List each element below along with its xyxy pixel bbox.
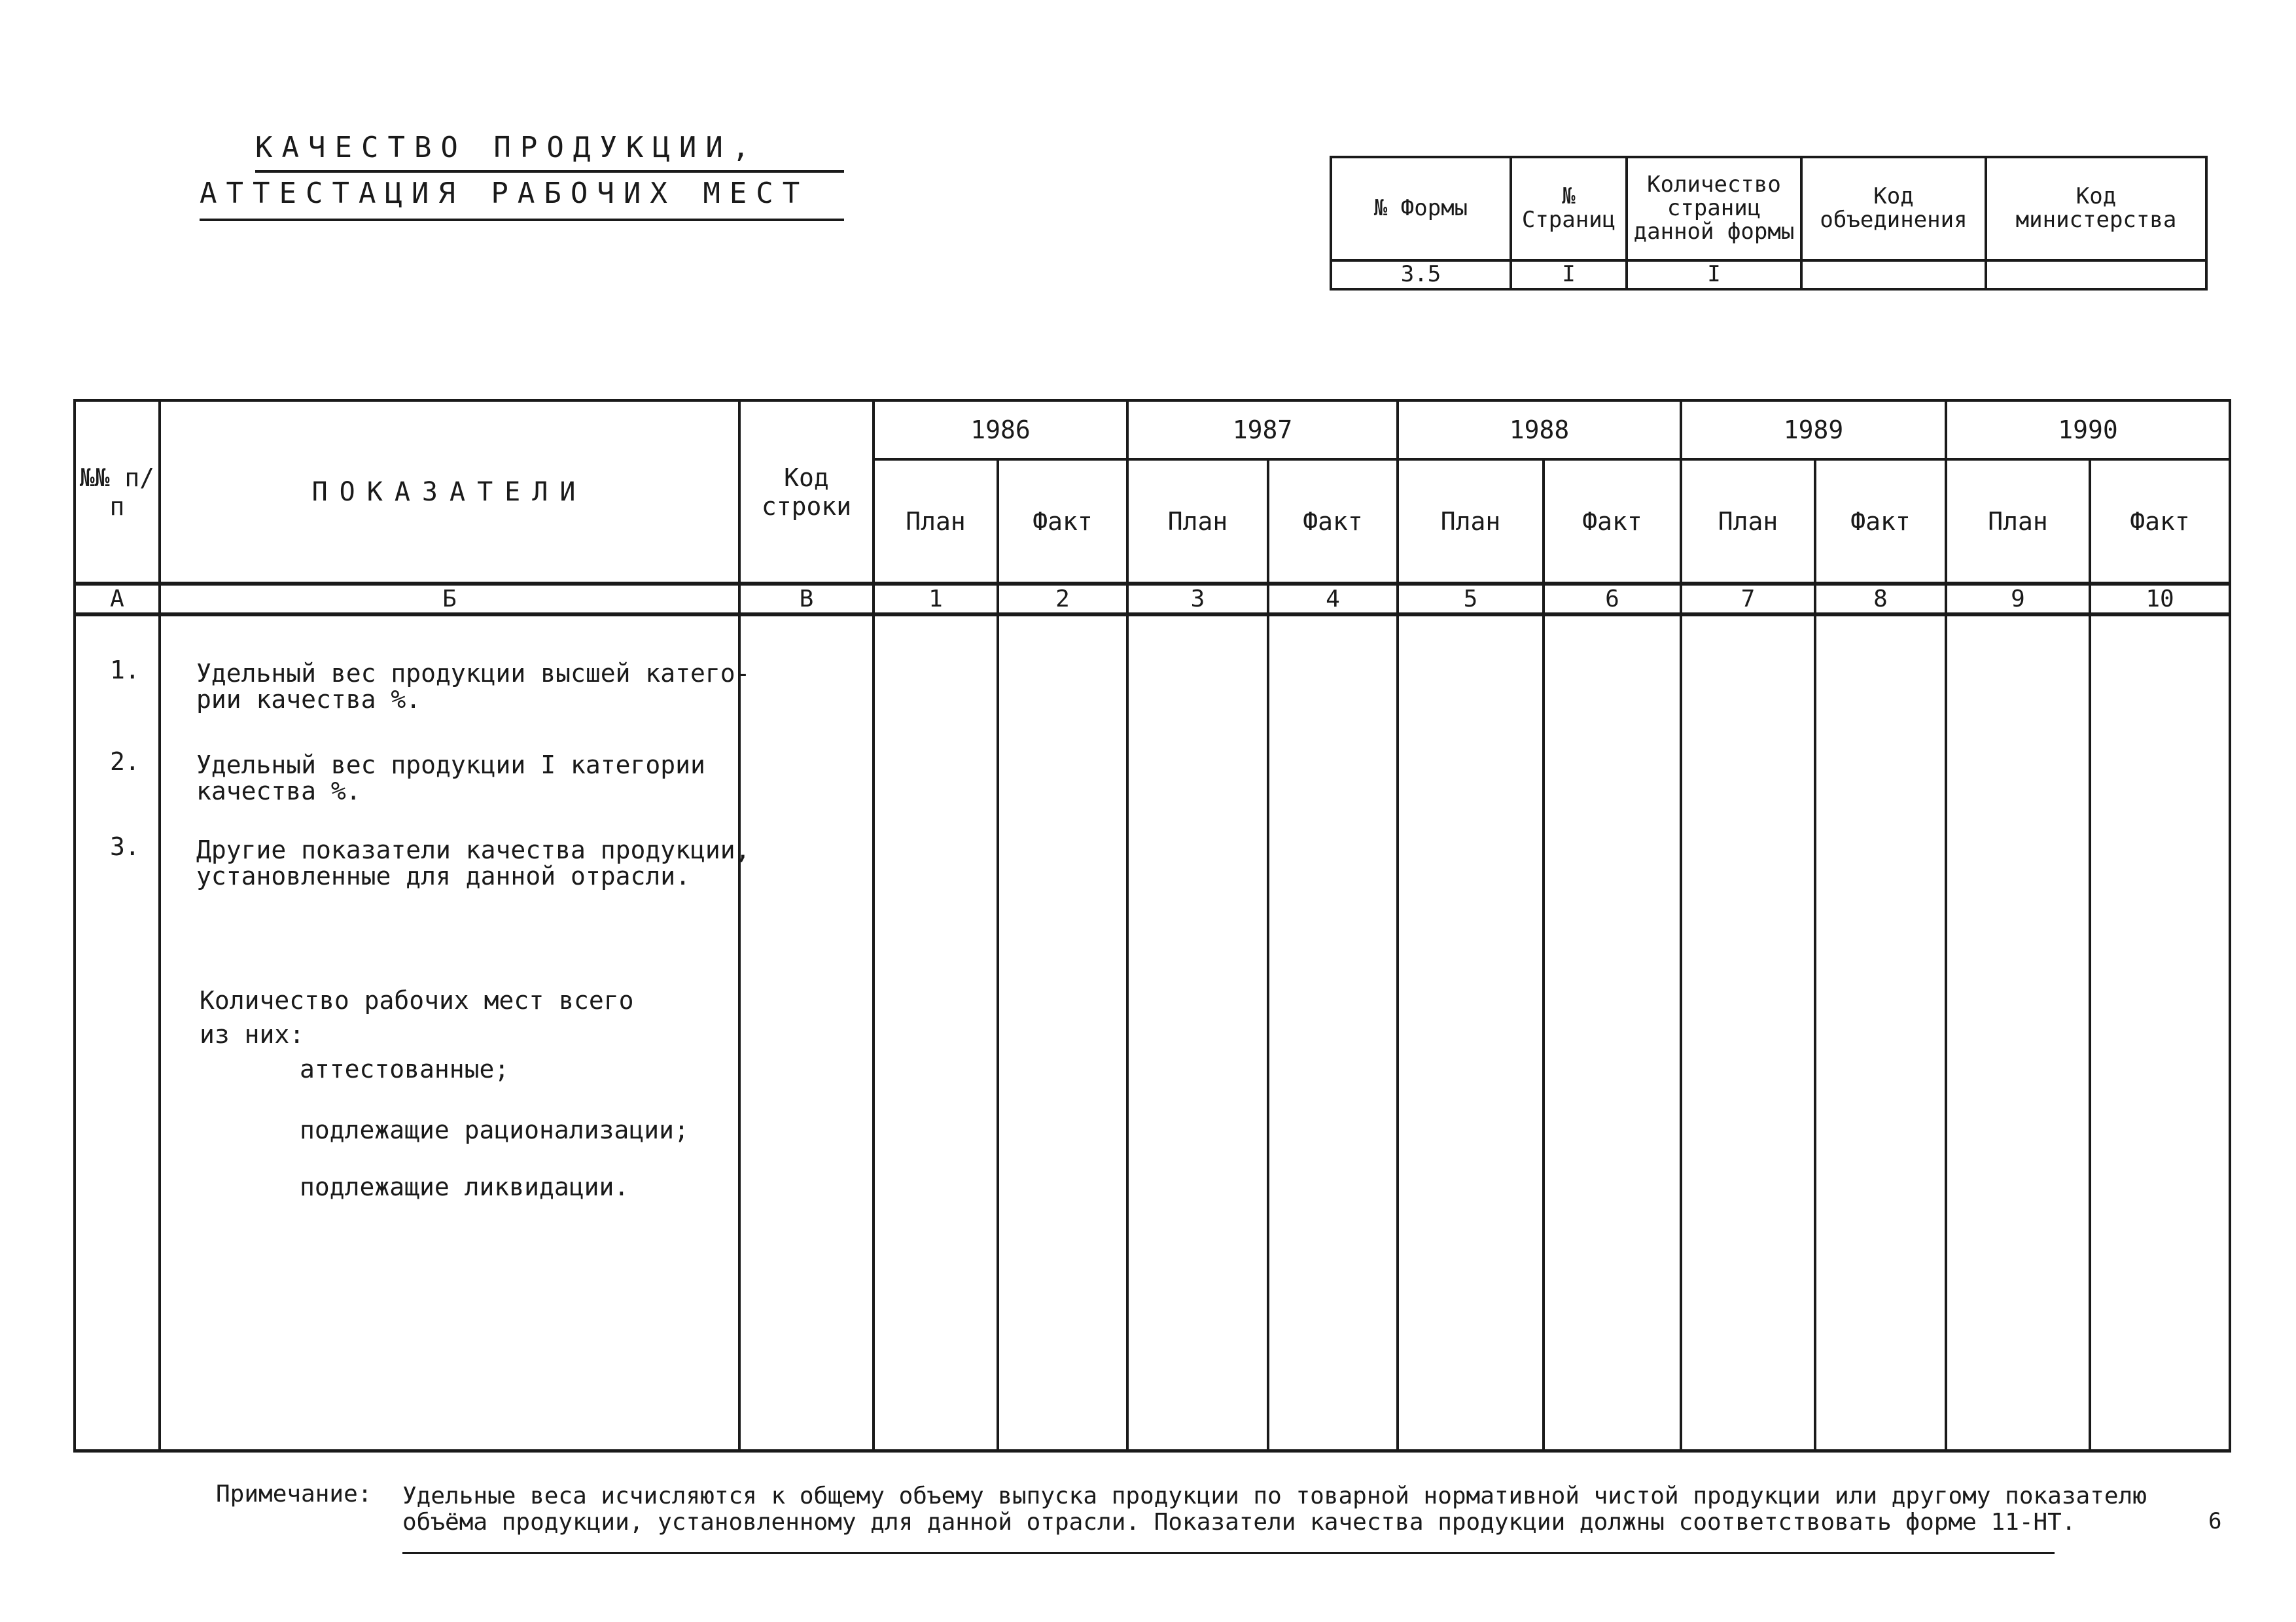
year-header: 1989 — [1681, 400, 1946, 459]
column-letter: 4 — [1268, 584, 1398, 614]
workplaces-certified: аттестованные; — [300, 1055, 510, 1084]
column-letter: В — [739, 584, 874, 614]
association-code-value[interactable] — [1801, 260, 1986, 289]
indicator-text: качества %. — [196, 777, 361, 805]
association-code-header: Код объединения — [1801, 157, 1986, 260]
fact-1989-column[interactable] — [1815, 614, 1946, 1451]
line-code-header: Код строки — [739, 400, 874, 584]
indicator-text: установленные для данной отрасли. — [196, 862, 690, 890]
fact-1987-column[interactable] — [1268, 614, 1398, 1451]
plan-header: План — [1398, 459, 1544, 584]
row-number-header: №№ п/п — [75, 400, 160, 584]
line-code-column[interactable] — [739, 614, 874, 1451]
workplaces-rationalize: подлежащие рационализации; — [300, 1116, 689, 1144]
indicators-table — [73, 399, 2231, 1453]
indicator-text: Другие показатели качества продукции, — [196, 836, 751, 864]
form-info-box — [1330, 156, 2208, 291]
pages-count-value[interactable]: I — [1627, 260, 1801, 289]
year-header: 1987 — [1127, 400, 1398, 459]
note-line2: объёма продукции, установленному для данной отрасли. Показатели качества продукции должны соответствовать форме 11-НТ. — [402, 1509, 2076, 1536]
title-underline-2 — [200, 219, 844, 221]
fact-1990-column[interactable] — [2090, 614, 2230, 1451]
column-letter: 8 — [1815, 584, 1946, 614]
note-line1: Удельные веса исчисляются к общему объему выпуска продукции по товарной нормативной чистой продукции или другому показателю — [402, 1483, 2147, 1509]
fact-1988-column[interactable] — [1544, 614, 1681, 1451]
row-number-column — [75, 614, 160, 1451]
indicator-text: рии качества %. — [196, 685, 421, 714]
doc-title-line1: КАЧЕСТВО ПРОДУКЦИИ, — [255, 131, 759, 164]
plan-1989-column[interactable] — [1681, 614, 1815, 1451]
year-header: 1986 — [874, 400, 1127, 459]
column-letter: Б — [160, 584, 739, 614]
year-header: 1988 — [1398, 400, 1681, 459]
fact-header: Факт — [1268, 459, 1398, 584]
fact-1986-column[interactable] — [998, 614, 1127, 1451]
fact-header: Факт — [2090, 459, 2230, 584]
column-letter: А — [75, 584, 160, 614]
plan-1986-column[interactable] — [874, 614, 998, 1451]
plan-1990-column[interactable] — [1946, 614, 2090, 1451]
plan-header: План — [874, 459, 998, 584]
plan-header: План — [1681, 459, 1815, 584]
pages-number-header: № Страниц — [1511, 157, 1627, 260]
doc-title-line2: АТТЕСТАЦИЯ РАБОЧИХ МЕСТ — [200, 177, 809, 210]
note-underline — [402, 1552, 2055, 1554]
column-letter: 2 — [998, 584, 1127, 614]
plan-1988-column[interactable] — [1398, 614, 1544, 1451]
pages-number-value[interactable]: I — [1511, 260, 1627, 289]
plan-header: План — [1127, 459, 1268, 584]
workplaces-total: Количество рабочих мест всего — [200, 986, 634, 1015]
column-letter: 7 — [1681, 584, 1815, 614]
form-number-value[interactable]: 3.5 — [1331, 260, 1511, 289]
plan-1987-column[interactable] — [1127, 614, 1268, 1451]
column-letter: 3 — [1127, 584, 1268, 614]
column-letter: 5 — [1398, 584, 1544, 614]
column-letter: 1 — [874, 584, 998, 614]
indicator-text: Удельный вес продукции I категории — [196, 750, 705, 779]
row-number-3: 3. — [110, 832, 140, 861]
indicators-header: ПОКАЗАТЕЛИ — [160, 400, 739, 584]
ministry-code-header: Код министерства — [1986, 157, 2206, 260]
row-number-2: 2. — [110, 747, 140, 776]
year-header: 1990 — [1946, 400, 2230, 459]
row-number-1: 1. — [110, 656, 140, 684]
workplaces-of-them: из них: — [200, 1020, 305, 1049]
workplaces-liquidate: подлежащие ликвидации. — [300, 1172, 629, 1201]
form-number-header: № Формы — [1331, 157, 1511, 260]
ministry-code-value[interactable] — [1986, 260, 2206, 289]
note-label: Примечание: — [216, 1481, 372, 1507]
plan-header: План — [1946, 459, 2090, 584]
indicator-text: Удельный вес продукции высшей катего- — [196, 659, 751, 688]
column-letter: 10 — [2090, 584, 2230, 614]
fact-header: Факт — [1544, 459, 1681, 584]
column-letter: 6 — [1544, 584, 1681, 614]
column-letter: 9 — [1946, 584, 2090, 614]
page-number: 6 — [2208, 1508, 2222, 1534]
fact-header: Факт — [1815, 459, 1946, 584]
title-underline-1 — [255, 170, 844, 173]
fact-header: Факт — [998, 459, 1127, 584]
pages-count-header: Количество страниц данной формы — [1627, 157, 1801, 260]
